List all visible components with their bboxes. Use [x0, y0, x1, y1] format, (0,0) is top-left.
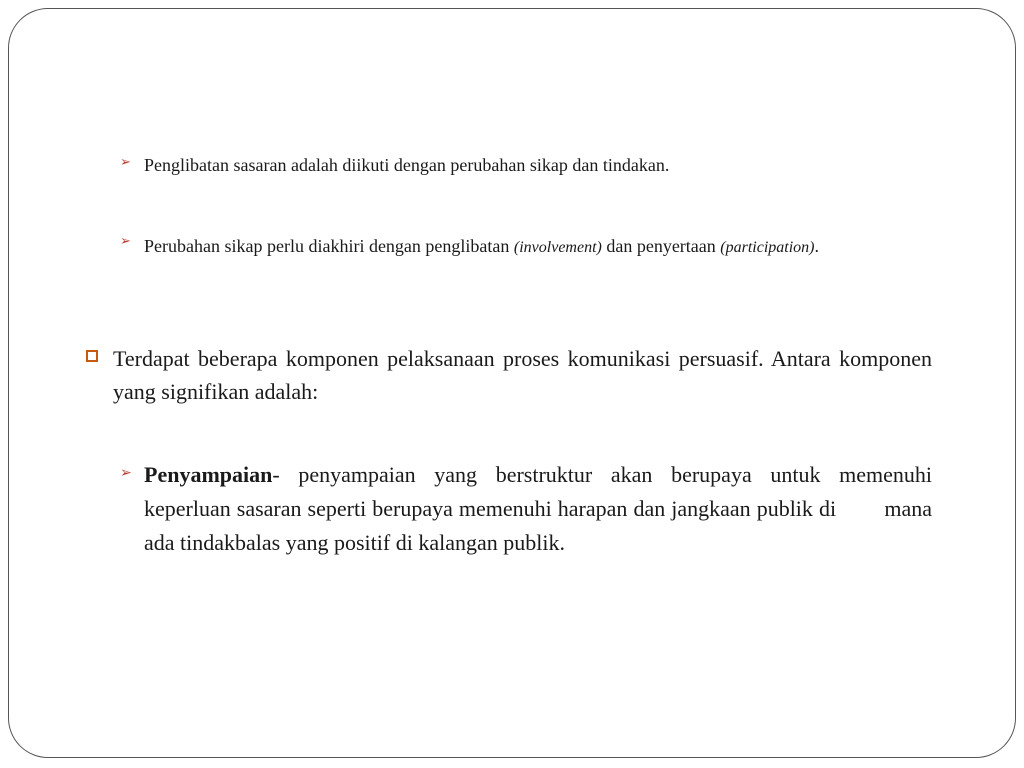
italic-term-involvement: (involvement): [513, 239, 602, 256]
arrow-bullet-icon: ➢: [120, 465, 132, 481]
arrow-bullet-icon: ➢: [120, 155, 131, 170]
bullet-item-sub-2: [120, 231, 932, 263]
bullet-item-main: [86, 342, 932, 408]
checkbox-bullet-icon: [86, 350, 98, 362]
bullet-item-sub-3: [120, 458, 938, 560]
bold-term-penyampaian: Penyampaian: [144, 462, 273, 487]
bullet-text: Penglibatan sasaran adalah diikuti dengan perubahan sikap dan tindakan.: [144, 155, 670, 175]
bullet-item-sub-1: [120, 152, 932, 178]
bullet-text: Terdapat beberapa komponen pelaksanaan proses komunikasi persuasif. Antara komponen yang signifikan adalah:: [113, 346, 932, 404]
bullet-text-part: - penyampaian yang berstruktur akan berupaya untuk memenuhi keperluan sasaran seperti berupaya memenuhi harapan dan jangkaan publik di mana ada tindakbalas yang positif di kalangan publik.: [144, 462, 938, 555]
arrow-bullet-icon: ➢: [120, 234, 131, 249]
italic-term-participation: (participation): [720, 239, 815, 256]
bullet-text: [144, 231, 932, 263]
bullet-text-part: .: [814, 236, 820, 256]
bullet-text: [144, 458, 938, 560]
bullet-text-part: dan penyertaan: [601, 236, 721, 256]
bullet-text-part: Perubahan sikap perlu diakhiri dengan penglibatan: [144, 236, 514, 256]
